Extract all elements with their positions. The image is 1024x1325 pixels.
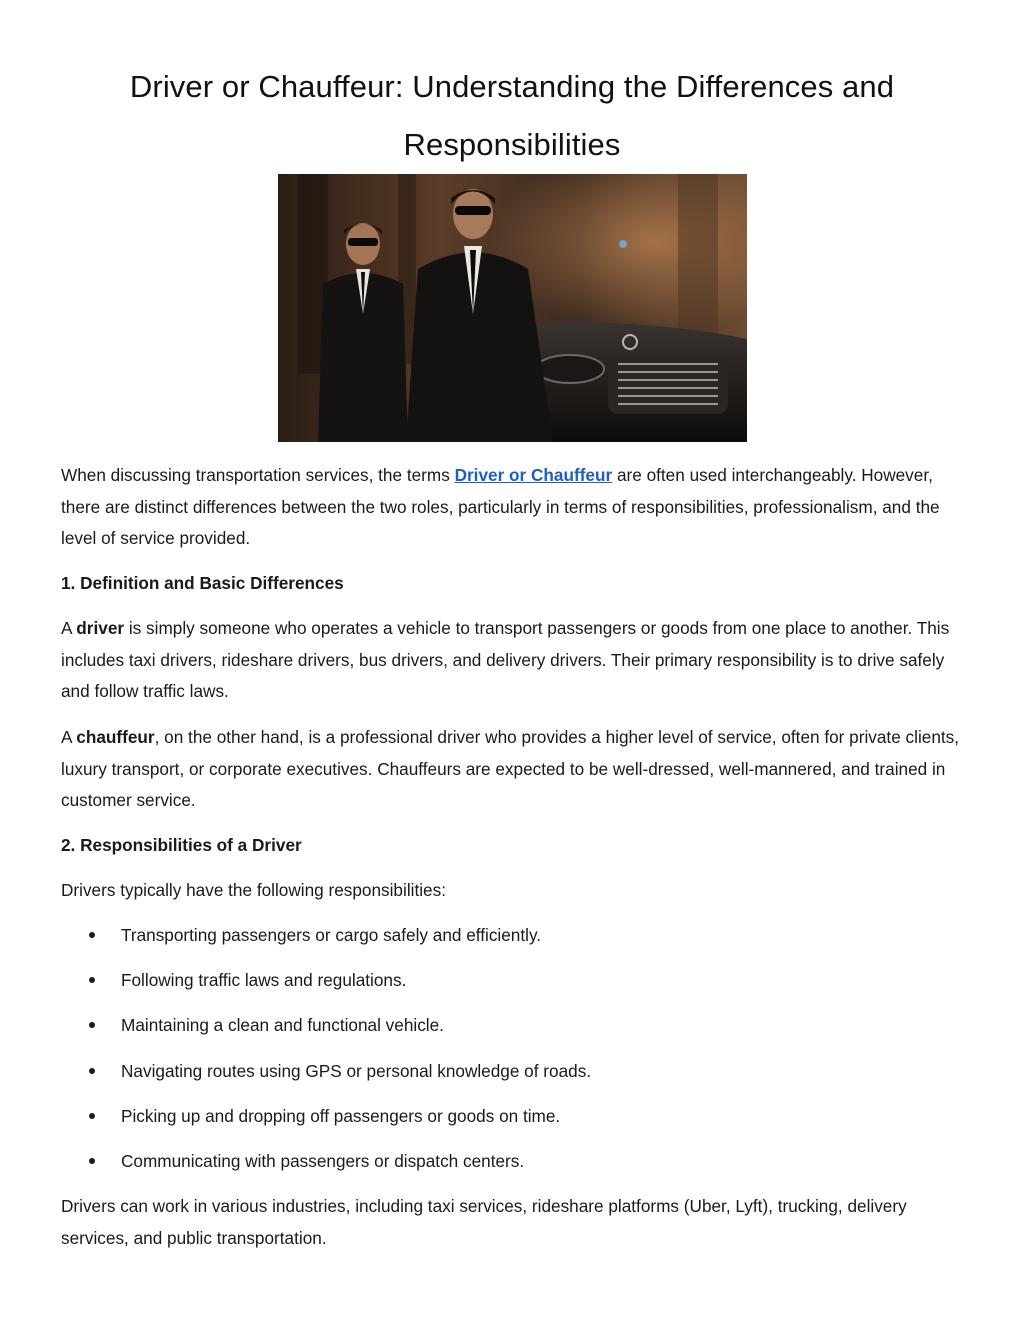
list-item	[61, 1146, 966, 1191]
chauffeur-para-text: , on the other hand, is a professional driver who provides a higher level of service, often for private clients, luxury transport, or corporate executives. Chauffeurs are expected to be well-dressed, well-mannered, and trained in customer service.	[61, 727, 960, 810]
driver-term: driver	[76, 618, 125, 638]
bullet-icon	[89, 1022, 95, 1028]
chauffeur-definition-paragraph	[61, 722, 966, 817]
bullet-icon	[89, 1158, 95, 1164]
list-item-text: Navigating routes using GPS or personal knowledge of roads.	[121, 1060, 592, 1081]
list-item	[61, 1010, 966, 1055]
list-item-text: Maintaining a clean and functional vehicle.	[121, 1015, 444, 1036]
page-title: Driver or Chauffeur: Understanding the Differences and Responsibilities	[129, 69, 895, 162]
bullet-icon	[89, 977, 95, 983]
bullet-icon	[89, 932, 95, 938]
chauffeur-para-prefix: A	[61, 727, 77, 747]
section-1-heading: 1. Definition and Basic Differences	[61, 573, 344, 593]
chauffeur-term: chauffeur	[76, 727, 155, 747]
list-item-text: Picking up and dropping off passengers or goods on time.	[121, 1105, 561, 1126]
driver-para-prefix: A	[61, 618, 77, 638]
bullet-icon	[89, 1068, 95, 1074]
list-item	[61, 1056, 966, 1101]
driver-definition-paragraph	[61, 613, 966, 708]
driver-or-chauffeur-link[interactable]: Driver or Chauffeur	[454, 465, 613, 485]
list-item-text: Communicating with passengers or dispatch centers.	[121, 1150, 525, 1171]
list-item	[61, 965, 966, 1010]
list-item-text: Transporting passengers or cargo safely and efficiently.	[121, 925, 542, 945]
responsibilities-lead: Drivers typically have the following responsibilities:	[61, 880, 446, 900]
intro-paragraph	[61, 460, 966, 555]
intro-text-end: are often used interchangeably. However, there are distinct differences between the two roles, particularly in terms of responsibilities, professionalism, and the level of service provided.	[61, 465, 940, 548]
bullet-icon	[89, 1113, 95, 1119]
section-2-heading: 2. Responsibilities of a Driver	[61, 835, 302, 855]
intro-text-start: When discussing transportation services, the terms	[61, 465, 455, 485]
driver-responsibilities-list	[61, 920, 966, 1191]
driver-para-text: is simply someone who operates a vehicle to transport passengers or goods from one place to another. This includes taxi drivers, rideshare drivers, bus drivers, and delivery drivers. Their primary responsibility is to drive safely and follow traffic laws.	[61, 618, 950, 701]
list-item-text: Following traffic laws and regulations.	[121, 970, 407, 991]
hero-photo-chauffeurs-with-car	[278, 174, 747, 442]
list-item	[61, 920, 966, 965]
closing-paragraph: Drivers can work in various industries, including taxi services, rideshare platforms (Uber, Lyft), trucking, delivery services, and public transportation.	[61, 1196, 907, 1248]
list-item	[61, 1101, 966, 1146]
